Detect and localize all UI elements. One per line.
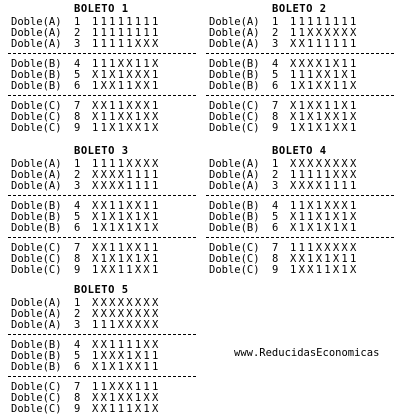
boleto-title: BOLETO 5 bbox=[74, 284, 129, 296]
row-label: Doble(C) bbox=[209, 100, 260, 112]
dashed-separator bbox=[8, 237, 196, 238]
row-label: Doble(A) bbox=[209, 158, 260, 170]
row-values: 11X1XX1X bbox=[92, 122, 161, 134]
row-number: 4 bbox=[74, 200, 81, 212]
doble-group bbox=[8, 382, 196, 415]
row-values: XX111X1X bbox=[92, 403, 161, 415]
combination-row bbox=[206, 123, 394, 134]
combination-row bbox=[8, 362, 196, 373]
row-values: 111XXXXX bbox=[290, 242, 359, 254]
row-label: Doble(A) bbox=[11, 297, 62, 309]
row-label: Doble(B) bbox=[11, 200, 62, 212]
row-number: 5 bbox=[272, 211, 279, 223]
row-number: 9 bbox=[272, 264, 279, 276]
row-values: XXXXXXXX bbox=[290, 158, 359, 170]
row-number: 8 bbox=[74, 392, 81, 404]
row-number: 7 bbox=[74, 100, 81, 112]
row-number: 6 bbox=[74, 361, 81, 373]
row-values: 111XXXXX bbox=[92, 319, 161, 331]
row-label: Doble(A) bbox=[11, 16, 62, 28]
boleto-block bbox=[0, 3, 195, 138]
row-label: Doble(C) bbox=[209, 122, 260, 134]
row-values: X1X1X1X1 bbox=[290, 222, 359, 234]
row-values: XXXX1111 bbox=[290, 180, 359, 192]
row-number: 7 bbox=[272, 100, 279, 112]
dashed-separator bbox=[8, 376, 196, 377]
combination-row bbox=[206, 181, 394, 192]
row-label: Doble(B) bbox=[11, 350, 62, 362]
row-number: 8 bbox=[272, 253, 279, 265]
row-number: 2 bbox=[272, 169, 279, 181]
row-number: 4 bbox=[272, 200, 279, 212]
combination-row bbox=[8, 39, 196, 50]
doble-group bbox=[8, 17, 196, 50]
row-values: X1XX11X1 bbox=[290, 100, 359, 112]
dashed-separator bbox=[206, 237, 394, 238]
doble-group bbox=[206, 101, 394, 134]
combination-row bbox=[8, 81, 196, 92]
row-number: 2 bbox=[74, 27, 81, 39]
doble-group bbox=[8, 340, 196, 373]
row-label: Doble(A) bbox=[11, 27, 62, 39]
row-number: 6 bbox=[74, 80, 81, 92]
row-values: XXXXXXXX bbox=[92, 308, 161, 320]
row-label: Doble(C) bbox=[209, 111, 260, 123]
row-label: Doble(B) bbox=[11, 361, 62, 373]
row-number: 6 bbox=[272, 80, 279, 92]
dashed-separator bbox=[206, 195, 394, 196]
combination-row bbox=[8, 404, 196, 415]
boleto-block bbox=[0, 145, 195, 280]
row-label: Doble(B) bbox=[209, 211, 260, 223]
boleto-block bbox=[198, 145, 393, 280]
dashed-separator bbox=[8, 95, 196, 96]
row-label: Doble(A) bbox=[11, 180, 62, 192]
row-values: XX1XX1XX bbox=[92, 392, 161, 404]
row-values: XX111111 bbox=[290, 38, 359, 50]
doble-group bbox=[8, 201, 196, 234]
row-label: Doble(A) bbox=[11, 319, 62, 331]
row-values: 11111XXX bbox=[290, 169, 359, 181]
row-number: 3 bbox=[74, 180, 81, 192]
row-number: 3 bbox=[272, 38, 279, 50]
row-number: 6 bbox=[74, 222, 81, 234]
row-values: XXXX1111 bbox=[92, 180, 161, 192]
row-label: Doble(B) bbox=[209, 200, 260, 212]
row-label: Doble(A) bbox=[11, 38, 62, 50]
boleto-title: BOLETO 3 bbox=[74, 145, 129, 157]
row-number: 4 bbox=[74, 58, 81, 70]
row-values: 1X1X1XX1 bbox=[290, 122, 359, 134]
row-label: Doble(C) bbox=[11, 403, 62, 415]
row-values: X1X1X1X1 bbox=[92, 253, 161, 265]
row-label: Doble(A) bbox=[209, 38, 260, 50]
row-label: Doble(B) bbox=[11, 222, 62, 234]
row-number: 8 bbox=[272, 111, 279, 123]
row-label: Doble(A) bbox=[209, 27, 260, 39]
row-number: 3 bbox=[74, 38, 81, 50]
combination-row bbox=[8, 265, 196, 276]
boleto-title: BOLETO 4 bbox=[272, 145, 327, 157]
doble-group bbox=[8, 59, 196, 92]
row-values: 111XX1X1 bbox=[290, 69, 359, 81]
row-values: XX11XX11 bbox=[92, 200, 161, 212]
row-number: 8 bbox=[74, 253, 81, 265]
row-values: 11111111 bbox=[92, 16, 161, 28]
dashed-separator bbox=[206, 53, 394, 54]
doble-group bbox=[206, 243, 394, 276]
row-number: 5 bbox=[74, 211, 81, 223]
combination-row bbox=[206, 223, 394, 234]
row-label: Doble(A) bbox=[11, 308, 62, 320]
combination-row bbox=[8, 223, 196, 234]
row-values: X11X1X1X bbox=[290, 211, 359, 223]
row-values: 11111111 bbox=[92, 27, 161, 39]
row-number: 9 bbox=[74, 122, 81, 134]
row-values: 11111XXX bbox=[92, 38, 161, 50]
website-url: www.ReducidasEconomicas bbox=[234, 347, 380, 359]
row-label: Doble(C) bbox=[209, 242, 260, 254]
combination-row bbox=[206, 39, 394, 50]
boleto-block bbox=[198, 3, 393, 138]
row-values: 1XX11XX1 bbox=[92, 264, 161, 276]
row-label: Doble(A) bbox=[209, 180, 260, 192]
row-label: Doble(B) bbox=[11, 211, 62, 223]
row-values: XX11XX11 bbox=[92, 242, 161, 254]
row-label: Doble(A) bbox=[11, 158, 62, 170]
doble-group bbox=[8, 243, 196, 276]
row-values: XXXXXXXX bbox=[92, 297, 161, 309]
row-number: 7 bbox=[74, 381, 81, 393]
row-label: Doble(A) bbox=[209, 169, 260, 181]
doble-group bbox=[8, 159, 196, 192]
combination-row bbox=[8, 320, 196, 331]
row-number: 2 bbox=[74, 169, 81, 181]
row-label: Doble(C) bbox=[11, 100, 62, 112]
row-label: Doble(C) bbox=[209, 253, 260, 265]
row-label: Doble(C) bbox=[209, 264, 260, 276]
row-values: X11XX1XX bbox=[92, 111, 161, 123]
row-number: 7 bbox=[272, 242, 279, 254]
row-number: 1 bbox=[74, 158, 81, 170]
row-values: X1X1XX11 bbox=[92, 361, 161, 373]
row-values: 1X1XX11X bbox=[290, 80, 359, 92]
boleto-title: BOLETO 1 bbox=[74, 3, 129, 15]
row-number: 6 bbox=[272, 222, 279, 234]
row-label: Doble(A) bbox=[11, 169, 62, 181]
row-number: 1 bbox=[272, 16, 279, 28]
row-values: XX1111XX bbox=[92, 339, 161, 351]
row-number: 1 bbox=[74, 16, 81, 28]
boleto-title: BOLETO 2 bbox=[272, 3, 327, 15]
row-number: 9 bbox=[272, 122, 279, 134]
row-values: 11XXXXXX bbox=[290, 27, 359, 39]
row-label: Doble(B) bbox=[209, 80, 260, 92]
row-label: Doble(B) bbox=[209, 222, 260, 234]
combination-row bbox=[206, 81, 394, 92]
row-number: 2 bbox=[74, 308, 81, 320]
row-number: 1 bbox=[272, 158, 279, 170]
row-label: Doble(B) bbox=[11, 339, 62, 351]
row-values: 111XX11X bbox=[92, 58, 161, 70]
doble-group bbox=[8, 298, 196, 331]
combination-row bbox=[8, 181, 196, 192]
row-values: 1XX11XX1 bbox=[92, 80, 161, 92]
row-label: Doble(B) bbox=[209, 58, 260, 70]
row-number: 2 bbox=[272, 27, 279, 39]
row-number: 9 bbox=[74, 264, 81, 276]
row-values: 11XXX111 bbox=[92, 381, 161, 393]
row-values: 1X1X1X1X bbox=[92, 222, 161, 234]
row-number: 3 bbox=[272, 180, 279, 192]
doble-group bbox=[8, 101, 196, 134]
row-values: 1111XXXX bbox=[92, 158, 161, 170]
dashed-separator bbox=[8, 195, 196, 196]
row-number: 5 bbox=[74, 69, 81, 81]
row-label: Doble(C) bbox=[11, 392, 62, 404]
dashed-separator bbox=[8, 53, 196, 54]
row-label: Doble(C) bbox=[11, 111, 62, 123]
row-label: Doble(B) bbox=[11, 58, 62, 70]
row-values: XX1X1X11 bbox=[290, 253, 359, 265]
row-values: 1XX11X1X bbox=[290, 264, 359, 276]
dashed-separator bbox=[206, 95, 394, 96]
row-number: 4 bbox=[74, 339, 81, 351]
row-number: 4 bbox=[272, 58, 279, 70]
combination-row bbox=[206, 265, 394, 276]
row-number: 5 bbox=[272, 69, 279, 81]
row-number: 5 bbox=[74, 350, 81, 362]
row-values: 11111111 bbox=[290, 16, 359, 28]
dashed-separator bbox=[8, 334, 196, 335]
boleto-block bbox=[0, 284, 195, 419]
row-values: XX11XXX1 bbox=[92, 100, 161, 112]
row-label: Doble(C) bbox=[11, 242, 62, 254]
row-label: Doble(B) bbox=[11, 80, 62, 92]
row-label: Doble(C) bbox=[11, 264, 62, 276]
row-values: XXXX1X11 bbox=[290, 58, 359, 70]
row-label: Doble(C) bbox=[11, 381, 62, 393]
doble-group bbox=[206, 17, 394, 50]
combination-row bbox=[8, 123, 196, 134]
row-values: X1X1X1X1 bbox=[92, 211, 161, 223]
row-label: Doble(C) bbox=[11, 253, 62, 265]
row-values: X1X1XX1X bbox=[290, 111, 359, 123]
doble-group bbox=[206, 201, 394, 234]
row-values: X1X1XXX1 bbox=[92, 69, 161, 81]
row-values: 1XXX1X11 bbox=[92, 350, 161, 362]
doble-group bbox=[206, 59, 394, 92]
row-number: 9 bbox=[74, 403, 81, 415]
row-label: Doble(B) bbox=[11, 69, 62, 81]
row-number: 1 bbox=[74, 297, 81, 309]
row-values: XXXX1111 bbox=[92, 169, 161, 181]
row-label: Doble(A) bbox=[209, 16, 260, 28]
row-number: 7 bbox=[74, 242, 81, 254]
row-number: 8 bbox=[74, 111, 81, 123]
row-label: Doble(B) bbox=[209, 69, 260, 81]
doble-group bbox=[206, 159, 394, 192]
row-values: 11X1XXX1 bbox=[290, 200, 359, 212]
row-number: 3 bbox=[74, 319, 81, 331]
row-label: Doble(C) bbox=[11, 122, 62, 134]
